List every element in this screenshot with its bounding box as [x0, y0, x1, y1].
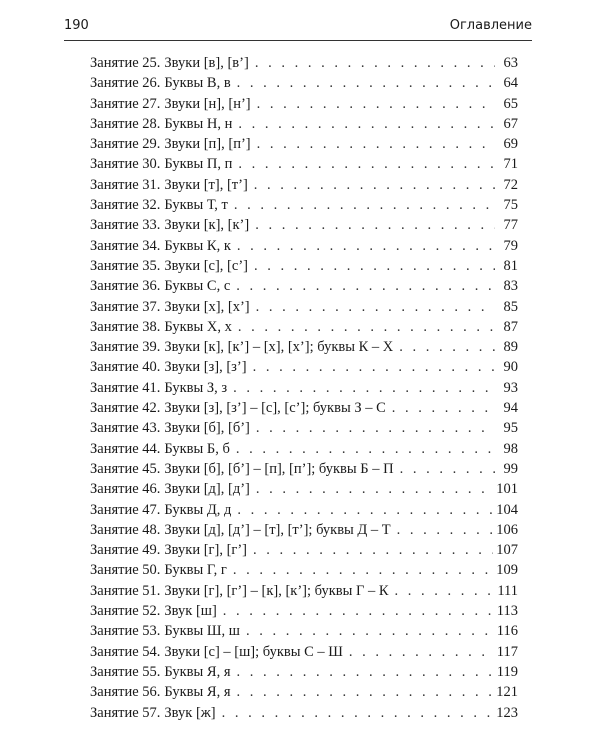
toc-entry: [90, 256, 518, 276]
dot-leader: [256, 418, 495, 438]
toc-entry: [90, 500, 518, 520]
toc-entry: [90, 540, 518, 560]
entry-page-number: 99: [503, 460, 518, 477]
dot-leader: [397, 520, 494, 540]
dot-leader: [233, 378, 495, 398]
dot-leader: [238, 114, 495, 134]
toc-entry: [90, 520, 518, 540]
entry-topic: Буквы С, с: [164, 278, 231, 295]
entry-label: Занятие 32.: [90, 197, 161, 214]
entry-label: Занятие 48.: [90, 521, 161, 538]
entry-topic: Буквы Я, я: [164, 663, 231, 680]
toc-entry: [90, 154, 518, 174]
entry-page-number: 75: [503, 197, 518, 214]
entry-label: Занятие 50.: [90, 562, 161, 579]
entry-page-number: 107: [496, 542, 518, 559]
page-header: [64, 14, 532, 41]
entry-topic: Буквы Х, х: [164, 318, 232, 335]
entry-page-number: 104: [496, 501, 518, 518]
toc-entry: [90, 276, 518, 296]
entry-label: Занятие 51.: [90, 582, 161, 599]
toc-entry: [90, 459, 518, 479]
entry-topic: Звуки [г], [г’]: [164, 542, 248, 559]
entry-topic: Звуки [х], [х’]: [164, 298, 250, 315]
entry-topic: Звуки [т], [т’]: [164, 176, 248, 193]
entry-page-number: 111: [497, 582, 518, 599]
entry-topic: Звуки [д], [д’] – [т], [т’]; буквы Д – Т: [164, 521, 391, 538]
dot-leader: [255, 215, 495, 235]
toc-entry: [90, 581, 518, 601]
entry-label: Занятие 27.: [90, 95, 161, 112]
entry-page-number: 81: [503, 257, 518, 274]
entry-label: Занятие 30.: [90, 156, 161, 173]
dot-leader: [349, 642, 494, 662]
toc-entry: [90, 236, 518, 256]
section-title: Оглавление: [449, 18, 532, 33]
entry-page-number: 106: [496, 521, 518, 538]
entry-topic: Звуки [д], [д’]: [164, 481, 250, 498]
entry-topic: Звуки [к], [к’]: [164, 217, 250, 234]
entry-topic: Звуки [н], [н’]: [164, 95, 251, 112]
dot-leader: [238, 317, 495, 337]
dot-leader: [237, 500, 493, 520]
dot-leader: [256, 479, 493, 499]
toc-entry: [90, 73, 518, 93]
entry-topic: Звуки [з], [з’] – [с], [с’]; буквы З – С: [164, 400, 386, 417]
dot-leader: [246, 621, 494, 641]
toc-entry: [90, 175, 518, 195]
entry-topic: Звуки [к], [к’] – [х], [х’]; буквы К – Х: [164, 339, 394, 356]
toc-entry: [90, 317, 518, 337]
entry-label: Занятие 28.: [90, 115, 161, 132]
dot-leader: [234, 195, 495, 215]
entry-label: Занятие 52.: [90, 603, 161, 620]
dot-leader: [255, 53, 495, 73]
dot-leader: [237, 682, 494, 702]
table-of-contents: [90, 53, 518, 723]
entry-topic: Звуки [с] – [ш]; буквы С – Ш: [164, 643, 343, 660]
dot-leader: [399, 337, 495, 357]
entry-label: Занятие 54.: [90, 643, 161, 660]
dot-leader: [237, 73, 495, 93]
entry-topic: Буквы Ш, ш: [164, 623, 240, 640]
toc-entry: [90, 134, 518, 154]
dot-leader: [257, 94, 495, 114]
entry-page-number: 95: [503, 420, 518, 437]
toc-entry: [90, 703, 518, 723]
entry-topic: Буквы Т, т: [164, 197, 228, 214]
entry-page-number: 116: [496, 623, 518, 640]
entry-page-number: 77: [503, 217, 518, 234]
entry-page-number: 63: [503, 55, 518, 71]
entry-topic: Буквы Д, д: [164, 501, 232, 518]
toc-entry: [90, 297, 518, 317]
entry-label: Занятие 47.: [90, 501, 161, 518]
dot-leader: [254, 256, 495, 276]
dot-leader: [236, 439, 495, 459]
entry-label: Занятие 33.: [90, 217, 161, 234]
entry-label: Занятие 41.: [90, 379, 161, 396]
dot-leader: [233, 560, 493, 580]
toc-entry: [90, 378, 518, 398]
entry-page-number: 98: [503, 440, 518, 457]
entry-page-number: 72: [503, 176, 518, 193]
toc-entry: [90, 215, 518, 235]
entry-label: Занятие 57.: [90, 704, 161, 721]
toc-entry: [90, 357, 518, 377]
entry-page-number: 85: [503, 298, 518, 315]
entry-label: Занятие 36.: [90, 278, 161, 295]
entry-topic: Буквы Г, г: [164, 562, 227, 579]
toc-entry: [90, 642, 518, 662]
entry-page-number: 65: [503, 95, 518, 112]
entry-label: Занятие 45.: [90, 460, 161, 477]
toc-entry: [90, 195, 518, 215]
entry-label: Занятие 40.: [90, 359, 161, 376]
entry-label: Занятие 25.: [90, 55, 161, 71]
entry-page-number: 119: [496, 663, 518, 680]
entry-topic: Звуки [б], [б’] – [п], [п’]; буквы Б – П: [164, 460, 394, 477]
entry-label: Занятие 38.: [90, 318, 161, 335]
dot-leader: [223, 601, 494, 621]
dot-leader: [237, 236, 495, 256]
entry-page-number: 123: [496, 704, 518, 721]
dot-leader: [254, 175, 495, 195]
entry-label: Занятие 39.: [90, 339, 161, 356]
entry-topic: Буквы Н, н: [164, 115, 233, 132]
toc-entry: [90, 682, 518, 702]
entry-label: Занятие 55.: [90, 663, 161, 680]
dot-leader: [256, 297, 495, 317]
entry-topic: Звуки [г], [г’] – [к], [к’]; буквы Г – К: [164, 582, 389, 599]
entry-topic: Звуки [в], [в’]: [164, 55, 249, 71]
entry-topic: Звуки [б], [б’]: [164, 420, 250, 437]
dot-leader: [253, 357, 495, 377]
toc-entry: [90, 337, 518, 357]
entry-topic: Звук [ш]: [164, 603, 217, 620]
entry-page-number: 79: [503, 237, 518, 254]
entry-page-number: 69: [503, 136, 518, 153]
entry-page-number: 67: [503, 115, 518, 132]
entry-topic: Звуки [п], [п’]: [164, 136, 251, 153]
entry-label: Занятие 46.: [90, 481, 161, 498]
entry-label: Занятие 29.: [90, 136, 161, 153]
entry-page-number: 64: [503, 75, 518, 92]
entry-topic: Звук [ж]: [164, 704, 216, 721]
entry-page-number: 93: [503, 379, 518, 396]
entry-topic: Буквы В, в: [164, 75, 231, 92]
toc-entry: [90, 601, 518, 621]
entry-topic: Буквы Я, я: [164, 684, 231, 701]
dot-leader: [222, 703, 494, 723]
entry-topic: Буквы Б, б: [164, 440, 230, 457]
entry-label: Занятие 53.: [90, 623, 161, 640]
dot-leader: [395, 581, 495, 601]
entry-page-number: 113: [496, 603, 518, 620]
entry-label: Занятие 31.: [90, 176, 161, 193]
entry-topic: Звуки [з], [з’]: [164, 359, 247, 376]
entry-page-number: 71: [503, 156, 518, 173]
dot-leader: [236, 276, 495, 296]
entry-page-number: 94: [503, 400, 518, 417]
entry-page-number: 89: [503, 339, 518, 356]
entry-page-number: 87: [503, 318, 518, 335]
entry-topic: Звуки [с], [с’]: [164, 257, 248, 274]
toc-entry: [90, 94, 518, 114]
entry-page-number: 101: [496, 481, 518, 498]
entry-label: Занятие 44.: [90, 440, 161, 457]
dot-leader: [400, 459, 495, 479]
entry-label: Занятие 49.: [90, 542, 161, 559]
toc-entry: [90, 398, 518, 418]
toc-entry: [90, 662, 518, 682]
entry-label: Занятие 42.: [90, 400, 161, 417]
entry-topic: Буквы З, з: [164, 379, 228, 396]
toc-entry: [90, 53, 518, 73]
toc-entry: [90, 114, 518, 134]
dot-leader: [257, 134, 495, 154]
entry-label: Занятие 37.: [90, 298, 161, 315]
dot-leader: [392, 398, 495, 418]
entry-label: Занятие 35.: [90, 257, 161, 274]
page-number: 190: [64, 18, 89, 33]
toc-entry: [90, 560, 518, 580]
entry-page-number: 121: [496, 684, 518, 701]
entry-topic: Буквы К, к: [164, 237, 231, 254]
dot-leader: [253, 540, 493, 560]
entry-page-number: 117: [496, 643, 518, 660]
entry-page-number: 90: [503, 359, 518, 376]
entry-label: Занятие 56.: [90, 684, 161, 701]
toc-entry: [90, 621, 518, 641]
dot-leader: [237, 662, 494, 682]
entry-page-number: 83: [503, 278, 518, 295]
entry-label: Занятие 34.: [90, 237, 161, 254]
entry-topic: Буквы П, п: [164, 156, 233, 173]
toc-entry: [90, 479, 518, 499]
entry-label: Занятие 26.: [90, 75, 161, 92]
entry-label: Занятие 43.: [90, 420, 161, 437]
dot-leader: [238, 154, 495, 174]
toc-entry: [90, 439, 518, 459]
entry-page-number: 109: [496, 562, 518, 579]
toc-entry: [90, 418, 518, 438]
